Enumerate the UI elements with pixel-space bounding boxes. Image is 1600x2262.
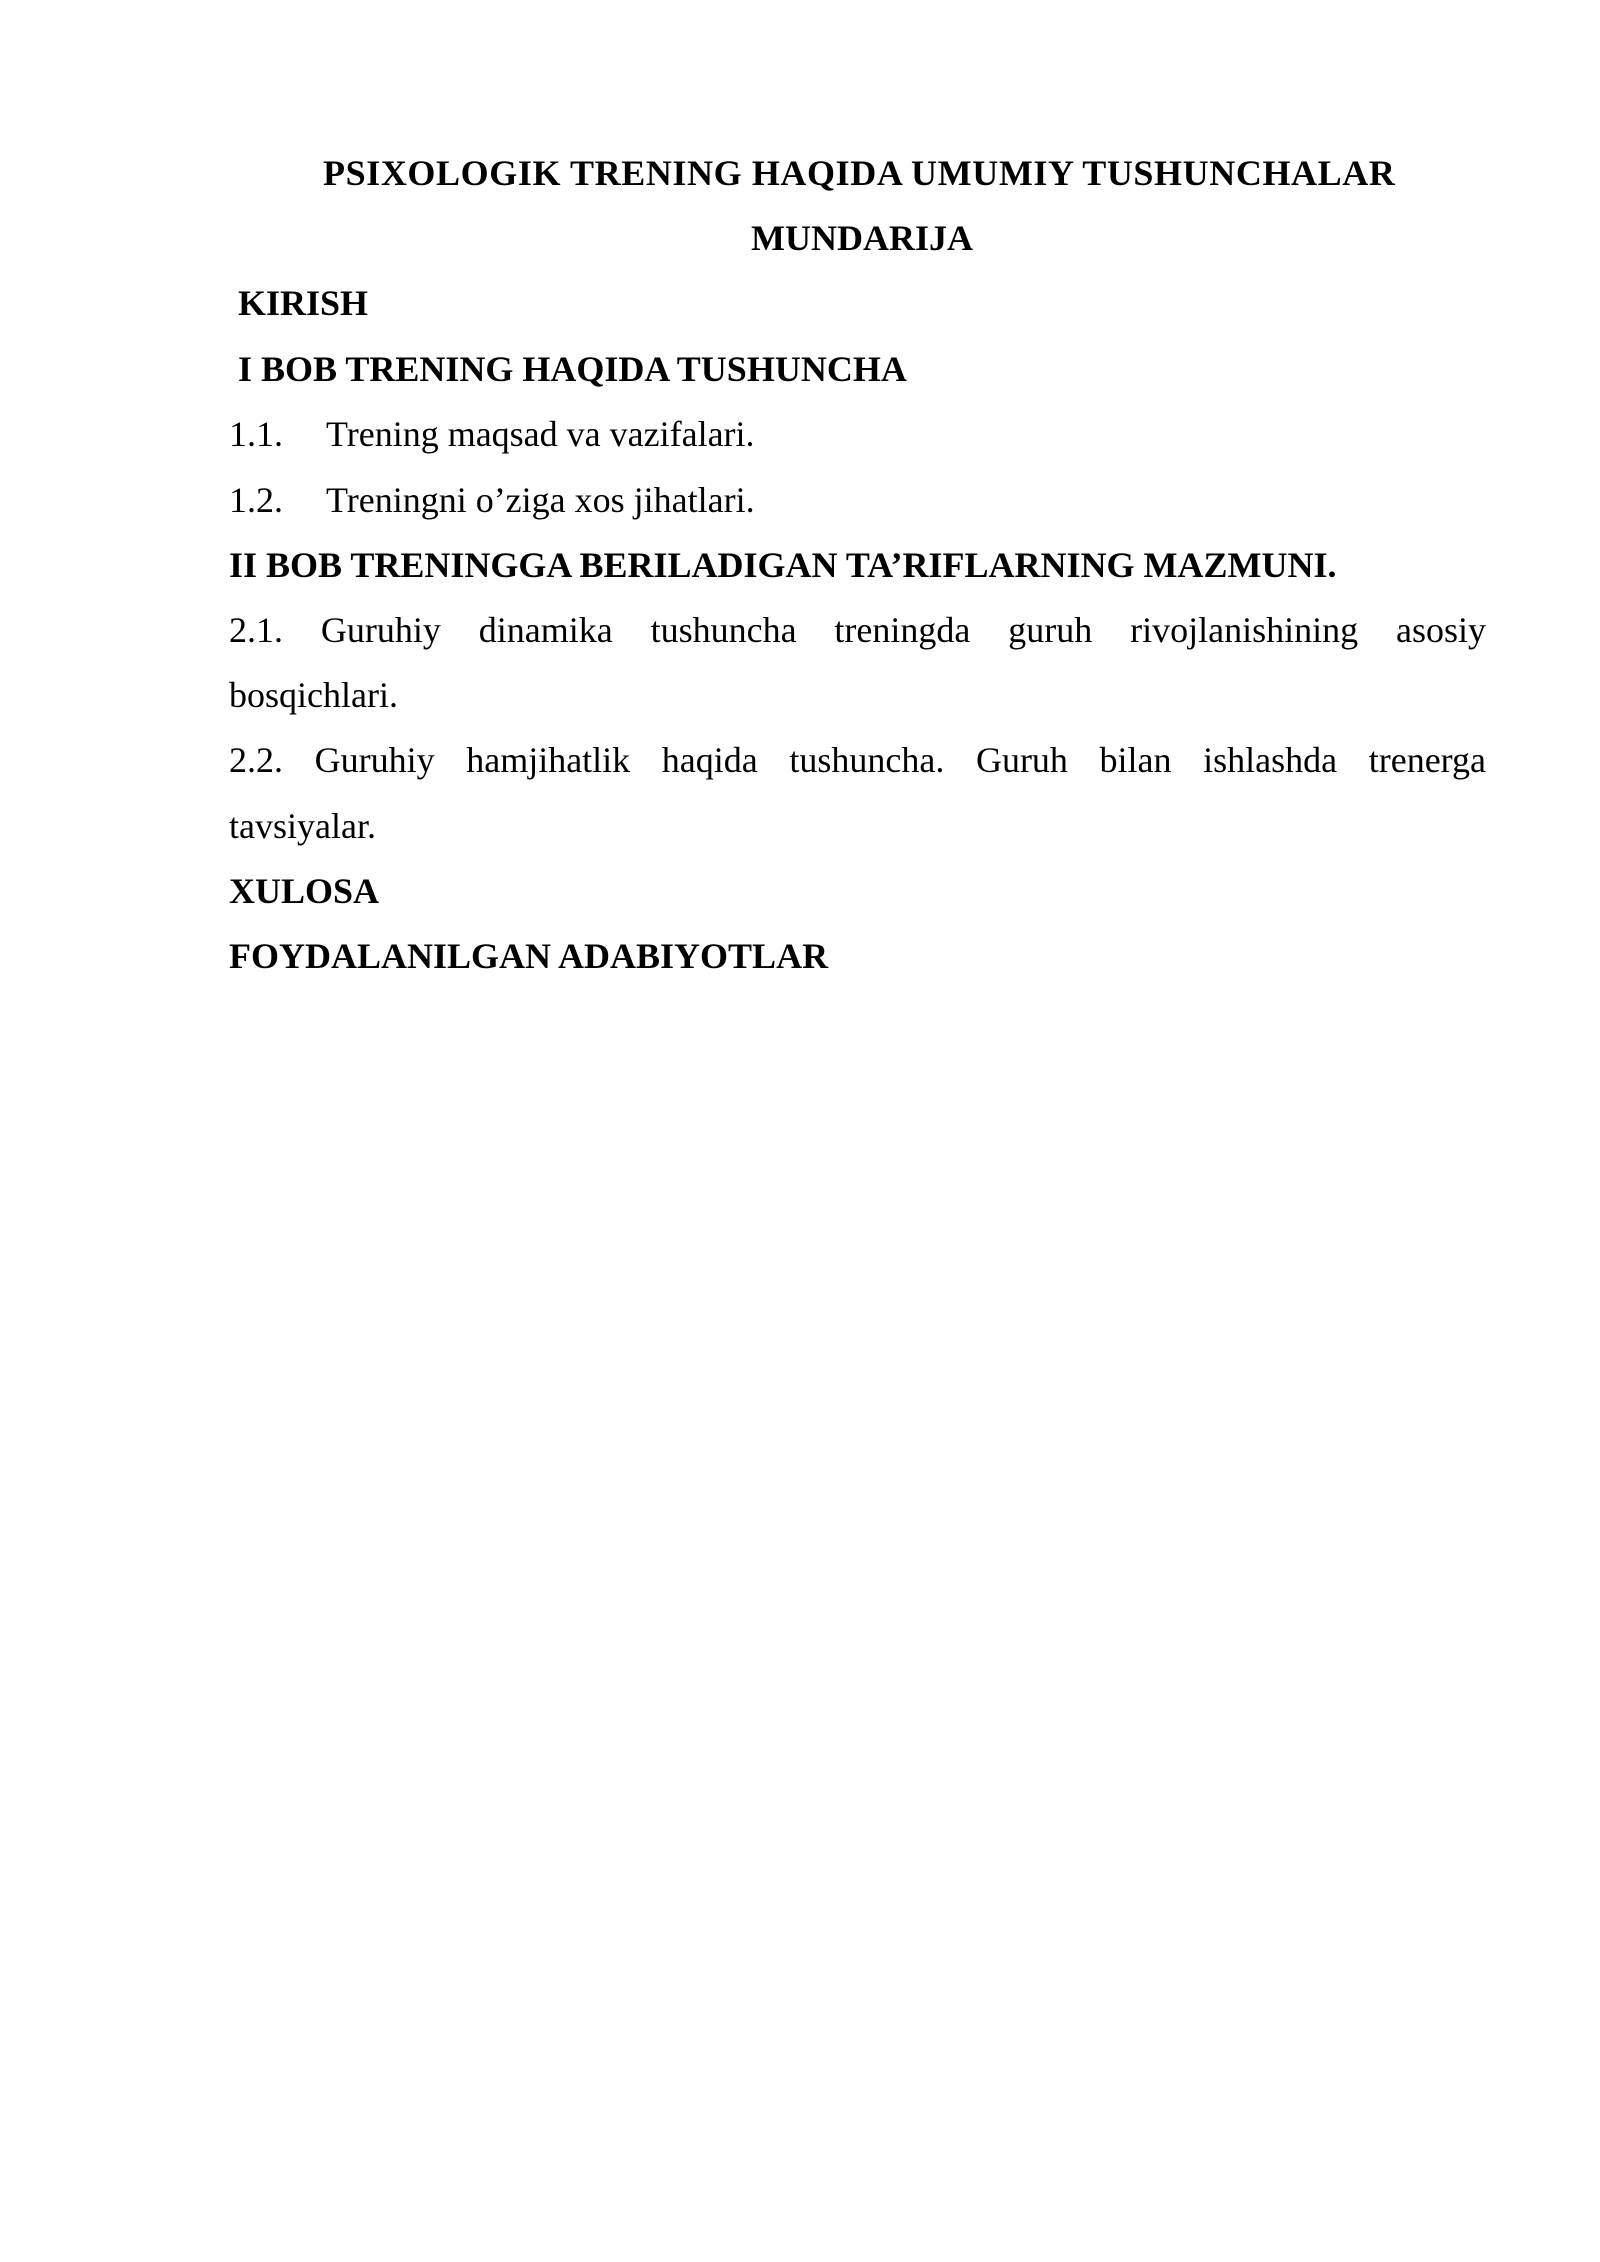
toc-entry-text: Treningni o’ziga xos jihatlari.: [326, 480, 755, 520]
toc-entry-2-2-line-2: tavsiyalar.: [229, 806, 376, 846]
toc-entry-2-2-line-1: 2.2. Guruhiy hamjihatlik haqida tushuncha. Guruh bilan ishlashda trenerga: [229, 740, 1486, 780]
document-title: PSIXOLOGIK TRENING HAQIDA UMUMIY TUSHUNCHALAR: [323, 153, 1396, 193]
toc-entry-chapter-1: I BOB TRENING HAQIDA TUSHUNCHA: [238, 349, 907, 389]
toc-entry-text: Trening maqsad va vazifalari.: [326, 414, 755, 454]
toc-entry-1-2: [229, 478, 755, 522]
toc-entry-intro: KIRISH: [238, 283, 369, 323]
contents-heading: MUNDARIJA: [751, 218, 973, 258]
toc-entry-number: 1.2.: [229, 480, 283, 520]
toc-entry-2-1-line-1: 2.1. Guruhiy dinamika tushuncha treningda guruh rivojlanishining asosiy: [229, 610, 1486, 650]
toc-entry-conclusion: XULOSA: [229, 871, 380, 911]
toc-entry-number: 1.1.: [229, 414, 283, 454]
toc-entry-references: FOYDALANILGAN ADABIYOTLAR: [229, 936, 829, 976]
toc-entry-1-1: [229, 412, 755, 456]
toc-entry-chapter-2: II BOB TRENINGGA BERILADIGAN TA’RIFLARNING MAZMUNI.: [229, 545, 1337, 585]
toc-entry-2-1-line-2: bosqichlari.: [229, 675, 398, 715]
